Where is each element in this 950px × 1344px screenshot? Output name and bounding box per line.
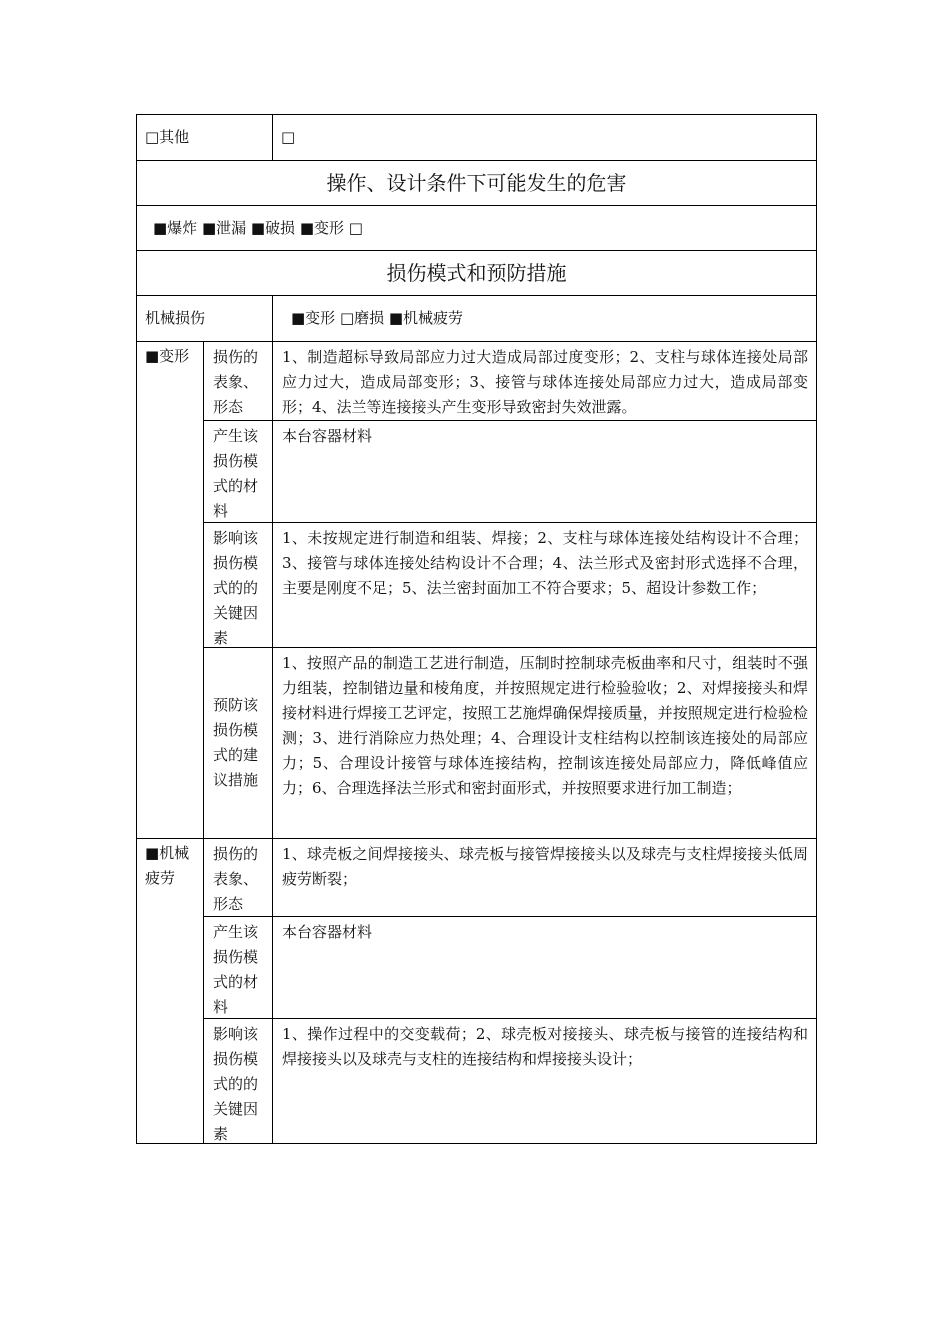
deformation-appearance-text: 1、制造超标导致局部应力过大造成局部过度变形；2、支柱与球体连接处局部应力过大，造成局部变形；3、接管与球体连接处局部应力过大，造成局部变形；4、法兰等连接接头产生变形导致密封失效泄露。 [272, 341, 817, 420]
deformation-appearance-label: 损伤的表象、形态 [203, 341, 272, 420]
mechanical-damage-label: 机械损伤 [136, 295, 272, 341]
deformation-material-label: 产生该损伤模式的材料 [203, 420, 272, 522]
deformation-prevention-label: 预防该损伤模式的建议措施 [203, 647, 272, 838]
fatigue-material-label: 产生该损伤模式的材料 [203, 916, 272, 1018]
other-label: □其他 [136, 114, 272, 160]
deformation-prevention-text: 1、按照产品的制造工艺进行制造，压制时控制球壳板曲率和尺寸，组装时不强力组装，控制错边量和棱角度，并按照规定进行检验验收；2、对焊接接头和焊接材料进行焊接工艺评定，按照工艺施焊确保焊接质量，并按照规定进行检验检测；3、进行消除应力热处理；4、合理设计支柱结构以控制该连接处的局部应力；5、合理设计接管与球体连接结构，控制该连接处局部应力，降低峰值应力；6、合理选择法兰形式和密封面形式，并按照要求进行加工制造； [272, 647, 817, 838]
damage-assessment-table [136, 114, 817, 1144]
fatigue-factors-text: 1、操作过程中的交变载荷；2、球壳板对接接头、球壳板与接管的连接结构和焊接接头以及球壳与支柱的连接结构和焊接接头设计； [272, 1018, 817, 1144]
fatigue-label: ■机械疲劳 [136, 838, 203, 1144]
fatigue-appearance-label: 损伤的表象、形态 [203, 838, 272, 916]
fatigue-factors-label: 影响该损伤模式的的关键因素 [203, 1018, 272, 1144]
deformation-factors-label: 影响该损伤模式的的关键因素 [203, 522, 272, 647]
fatigue-appearance-text: 1、球壳板之间焊接接头、球壳板与接管焊接接头以及球壳与支柱焊接接头低周疲劳断裂； [272, 838, 817, 916]
mechanical-damage-items: ■变形 □磨损 ■机械疲劳 [272, 295, 817, 341]
hazard-section-title: 操作、设计条件下可能发生的危害 [136, 160, 817, 205]
other-value-checkbox: □ [272, 114, 817, 160]
deformation-material-text: 本台容器材料 [272, 420, 817, 522]
hazard-items: ■爆炸 ■泄漏 ■破损 ■变形 □ [136, 205, 817, 250]
damage-section-title: 损伤模式和预防措施 [136, 250, 817, 295]
fatigue-material-text: 本台容器材料 [272, 916, 817, 1018]
deformation-label: ■变形 [136, 341, 203, 838]
deformation-factors-text: 1、未按规定进行制造和组装、焊接；2、支柱与球体连接处结构设计不合理；3、接管与球体连接处结构设计不合理；4、法兰形式及密封形式选择不合理，主要是刚度不足；5、法兰密封面加工不符合要求；5、超设计参数工作； [272, 522, 817, 647]
